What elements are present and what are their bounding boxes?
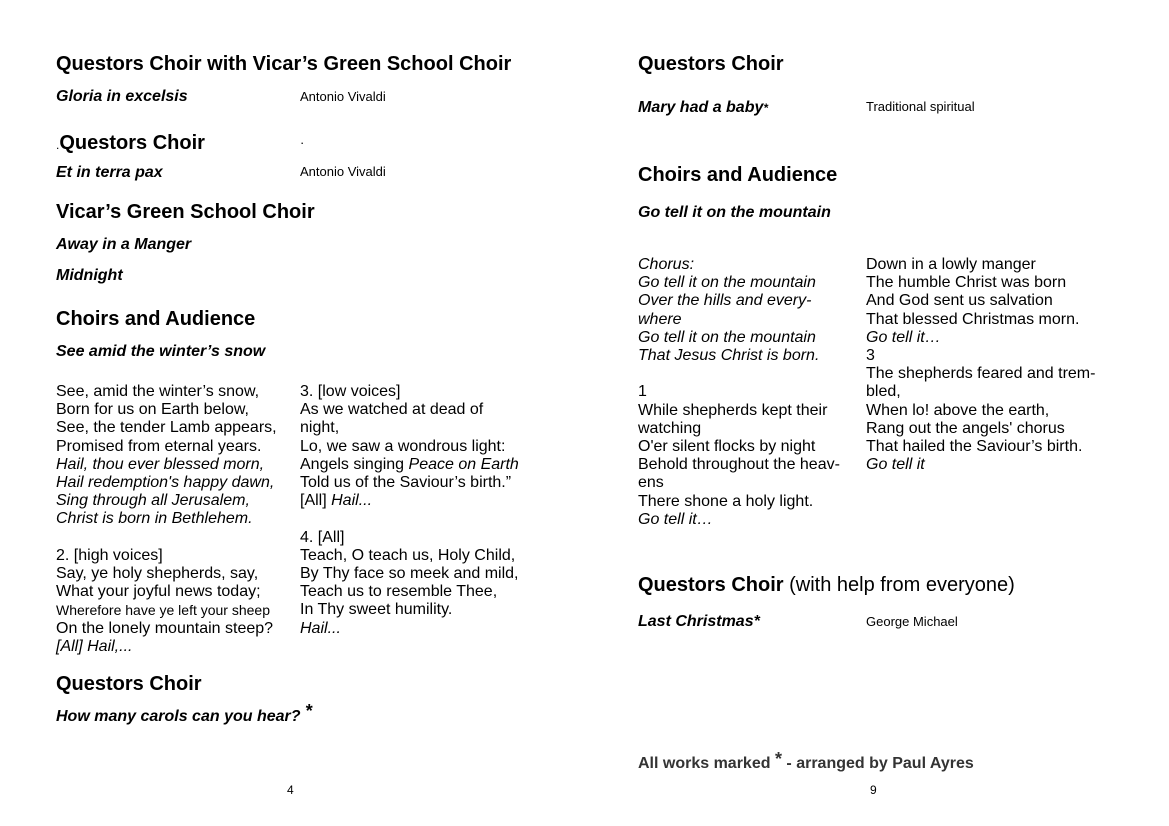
lyric-line: On the lonely mountain steep? xyxy=(56,619,274,637)
lyric-line: The shepherds feared and trem- xyxy=(866,365,1096,383)
lyric-line: O'er silent flocks by night xyxy=(638,438,816,456)
lyric-line-small: Wherefore have ye left your sheep xyxy=(56,602,271,619)
lyric-line-chorus: Over the hills and every- xyxy=(638,292,812,310)
lyric-line: Down in a lowly manger xyxy=(866,256,1036,273)
lyric-line-chorus: where xyxy=(638,310,682,328)
section-heading-questors-choir-1 xyxy=(56,132,205,155)
section-heading-vicars-green: Vicar’s Green School Choir xyxy=(56,201,315,223)
footnote-star: * xyxy=(774,749,782,769)
arrangement-star: * xyxy=(763,101,769,115)
piece-title-gloria: Gloria in excelsis xyxy=(56,88,188,105)
lyric-line: When lo! above the earth, xyxy=(866,401,1050,419)
section-heading-choirs-audience-1: Choirs and Audience xyxy=(56,308,256,330)
lyric-line: Behold throughout the heav- xyxy=(638,456,840,474)
lyric-line: In Thy sweet humility. xyxy=(300,601,453,619)
lyric-line-chorus: Go tell it on the mountain xyxy=(638,274,816,292)
page-number-right: 9 xyxy=(870,783,877,797)
verse-heading: 3 xyxy=(866,347,875,365)
lyric-line: See, amid the winter’s snow, xyxy=(56,383,260,400)
lyric-line: Say, ye holy shepherds, say, xyxy=(56,565,259,583)
title-text: Mary had a baby xyxy=(638,99,764,116)
lyric-line-refrain: Go tell it… xyxy=(866,328,941,346)
lyric-line: While shepherds kept their xyxy=(638,401,828,419)
lyric-line: Told us of the Saviour’s birth.” xyxy=(300,474,512,492)
lyric-line-refrain: Go tell it… xyxy=(638,510,713,528)
arrangement-footnote xyxy=(638,749,974,773)
lyric-line: There shone a holy light. xyxy=(638,492,814,510)
section-heading-choirs-audience-2: Choirs and Audience xyxy=(638,164,838,186)
verse-heading: 1 xyxy=(638,383,647,401)
lyric-line-chorus: Hail redemption's happy dawn, xyxy=(56,474,275,492)
lyric-line-refrain: Hail... xyxy=(300,619,341,637)
footnote-text: - arranged by Paul Ayres xyxy=(781,755,974,772)
piece-title-how-many-carols xyxy=(56,701,312,726)
section-heading-questors-choir-2: Questors Choir xyxy=(56,673,202,695)
footnote-text: All works marked xyxy=(638,755,775,772)
lyric-line: Teach, O teach us, Holy Child, xyxy=(300,546,516,564)
lyrics-column-left-1 xyxy=(56,383,277,656)
lyric-line: Lo, we saw a wondrous light: xyxy=(300,437,506,455)
lyric-line xyxy=(300,492,519,510)
lyric-line-refrain: Go tell it xyxy=(866,456,925,474)
lyric-line: What your joyful news today; xyxy=(56,583,261,601)
piece-title-away-in-a-manger: Away in a Manger xyxy=(56,236,192,253)
lyric-line: That blessed Christmas morn. xyxy=(866,310,1080,328)
piece-title-see-amid: See amid the winter’s snow xyxy=(56,343,266,360)
heading-text: Questors Choir xyxy=(59,132,205,154)
lyric-line: Promised from eternal years. xyxy=(56,437,262,455)
lyric-line-chorus: Go tell it on the mountain xyxy=(638,328,816,346)
lyrics-column-left-2 xyxy=(300,383,519,638)
verse-heading: 2. [high voices] xyxy=(56,546,163,564)
composer-traditional: Traditional spiritual xyxy=(866,99,975,114)
lyric-line-chorus: That Jesus Christ is born. xyxy=(638,347,820,365)
piece-title-last-christmas: Last Christmas* xyxy=(638,613,760,630)
page-number-left: 4 xyxy=(287,783,294,797)
lyric-line: Teach us to resemble Thee, xyxy=(300,583,498,601)
lyric-line: night, xyxy=(300,419,340,437)
lyric-text: [All] xyxy=(300,492,332,510)
lyric-line-chorus: Chorus: xyxy=(638,256,695,273)
stray-dot: . xyxy=(56,138,60,152)
lyric-line: bled, xyxy=(866,383,901,401)
composer-george-michael: George Michael xyxy=(866,614,958,629)
lyric-line: By Thy face so meek and mild, xyxy=(300,565,519,583)
lyric-line: That hailed the Saviour’s birth. xyxy=(866,438,1083,456)
piece-title-et-in-terra-pax: Et in terra pax xyxy=(56,164,163,181)
lyric-line: ens xyxy=(638,474,664,492)
piece-title-mary-had-a-baby xyxy=(638,99,768,117)
piece-title-go-tell-it: Go tell it on the mountain xyxy=(638,204,831,221)
lyric-line: watching xyxy=(638,419,702,437)
lyric-line-chorus: Sing through all Jerusalem, xyxy=(56,492,250,510)
lyric-text: Angels singing xyxy=(300,455,409,473)
title-text: How many carols can you hear? xyxy=(56,708,301,725)
lyric-line: And God sent us salvation xyxy=(866,292,1053,310)
lyric-line: See, the tender Lamb appears, xyxy=(56,419,277,437)
composer-vivaldi-2: Antonio Vivaldi xyxy=(300,164,386,179)
lyric-line-chorus: Christ is born in Bethlehem. xyxy=(56,510,253,528)
lyric-line-refrain: [All] Hail,... xyxy=(56,637,133,655)
lyric-line: The humble Christ was born xyxy=(866,274,1067,292)
heading-note: (with help from everyone) xyxy=(783,574,1015,596)
lyrics-column-right-2 xyxy=(866,256,1095,474)
lyric-line-chorus: Hail, thou ever blessed morn, xyxy=(56,455,265,473)
verse-heading: 4. [All] xyxy=(300,528,345,546)
lyrics-column-right-1 xyxy=(638,256,840,529)
section-heading-questors-choir-4 xyxy=(638,574,1015,597)
lyric-italic: Peace on Earth xyxy=(408,455,519,473)
lyric-line: As we watched at dead of xyxy=(300,401,484,419)
heading-text: Questors Choir xyxy=(638,574,784,596)
composer-vivaldi-1: Antonio Vivaldi xyxy=(300,89,386,104)
lyric-italic: Hail... xyxy=(331,492,373,510)
lyric-line: Rang out the angels' chorus xyxy=(866,419,1065,437)
lyric-line: Born for us on Earth below, xyxy=(56,401,249,419)
piece-title-midnight: Midnight xyxy=(56,267,123,284)
section-heading-questors-vicars-green: Questors Choir with Vicar’s Green School Choir xyxy=(56,53,512,75)
lyric-line xyxy=(300,456,519,474)
stray-mark: · xyxy=(300,135,305,150)
arrangement-star: * xyxy=(304,701,312,721)
verse-heading: 3. [low voices] xyxy=(300,383,401,400)
section-heading-questors-choir-3: Questors Choir xyxy=(638,53,784,75)
